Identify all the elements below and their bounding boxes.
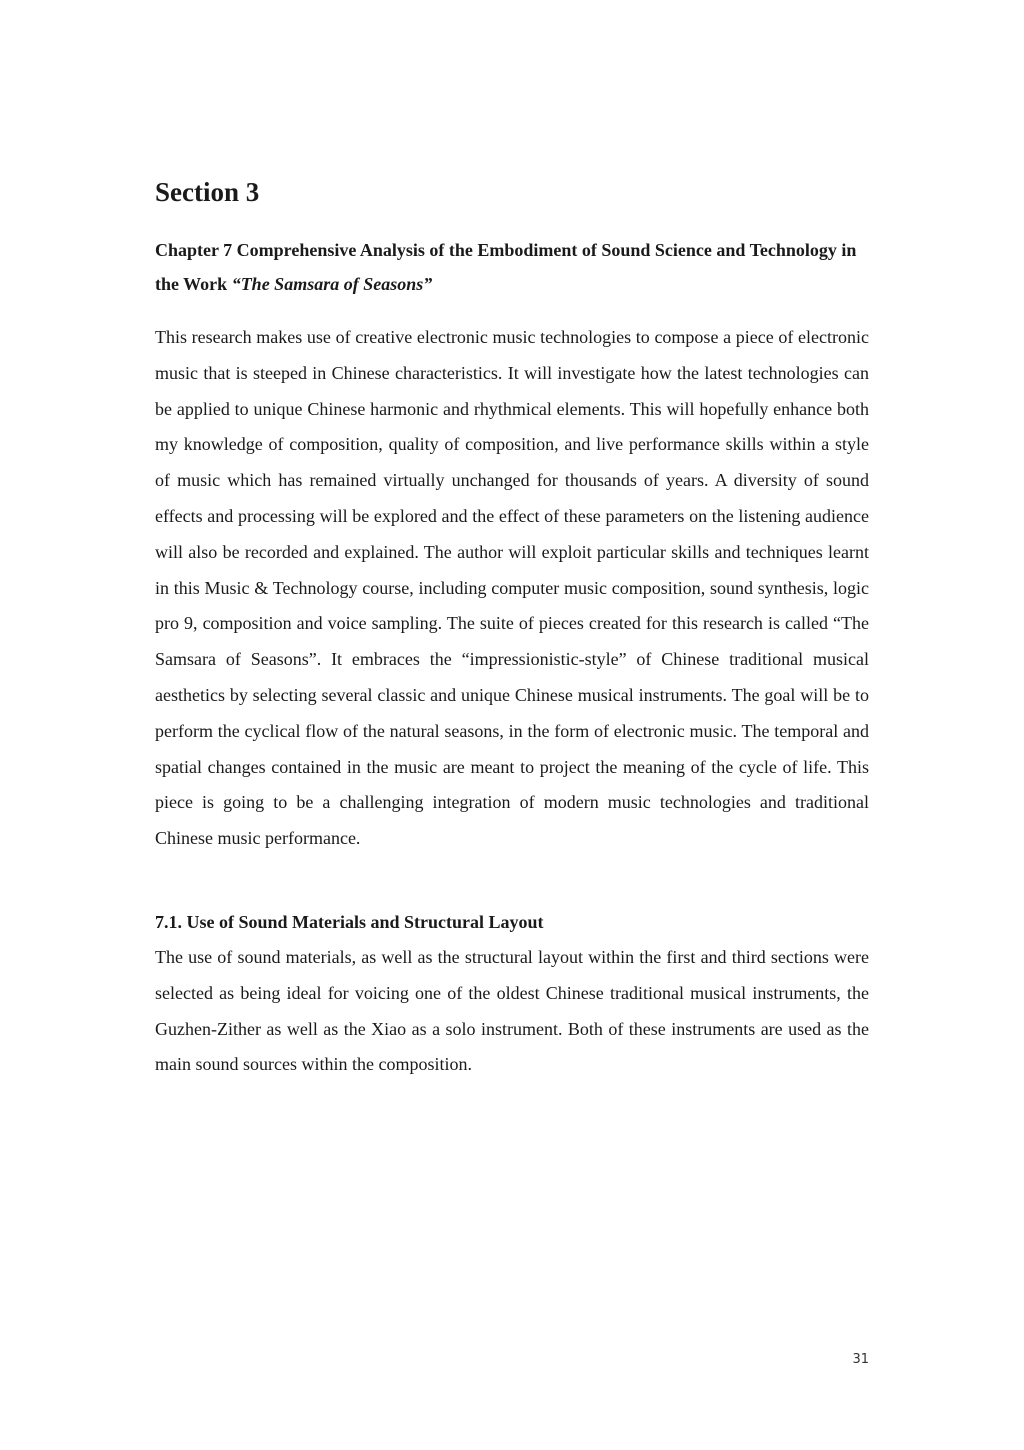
section-title: Section 3 bbox=[155, 177, 260, 207]
subsection-paragraph: The use of sound materials, as well as the structural layout within the first and third sections were selected as being ideal for voicing one of the oldest Chinese traditional musical instruments, the Guzhen-Zither as well as the Xiao as a solo instrument. Both of these instruments are used as the main sound sources within the composition. bbox=[155, 946, 869, 1075]
chapter-title-work-name: “The Samsara of Seasons” bbox=[231, 274, 433, 294]
intro-paragraph: This research makes use of creative electronic music technologies to compose a piece of electronic music that is steeped in Chinese characteristics. It will investigate how the latest technologies can be applied to unique Chinese harmonic and rhythmical elements. This will hopefully enhance both my knowledge of composition, quality of composition, and live performance skills within a style of music which has remained virtually unchanged for thousands of years. A diversity of sound effects and processing will be explored and the effect of these parameters on the listening audience will also be recorded and explained. The author will exploit particular skills and techniques learnt in this Music & Technology course, including computer music composition, sound synthesis, logic pro 9, composition and voice sampling. The suite of pieces created for this research is called “The Samsara of Seasons”. It embraces the “impressionistic-style” of Chinese traditional musical aesthetics by selecting several classic and unique Chinese musical instruments. The goal will be to perform the cyclical flow of the natural seasons, in the form of electronic music. The temporal and spatial changes contained in the music are meant to project the meaning of the cycle of life. This piece is going to be a challenging integration of modern music technologies and traditional Chinese music performance. bbox=[155, 327, 869, 849]
subsection-heading: 7.1. Use of Sound Materials and Structural Layout bbox=[155, 911, 544, 932]
page-number: 31 bbox=[852, 1352, 869, 1367]
chapter-title-main: Chapter 7 Comprehensive Analysis of the Embodiment of Sound Science and Technology in the Work bbox=[155, 240, 857, 294]
page-content bbox=[155, 173, 869, 1083]
chapter-title bbox=[155, 233, 869, 301]
